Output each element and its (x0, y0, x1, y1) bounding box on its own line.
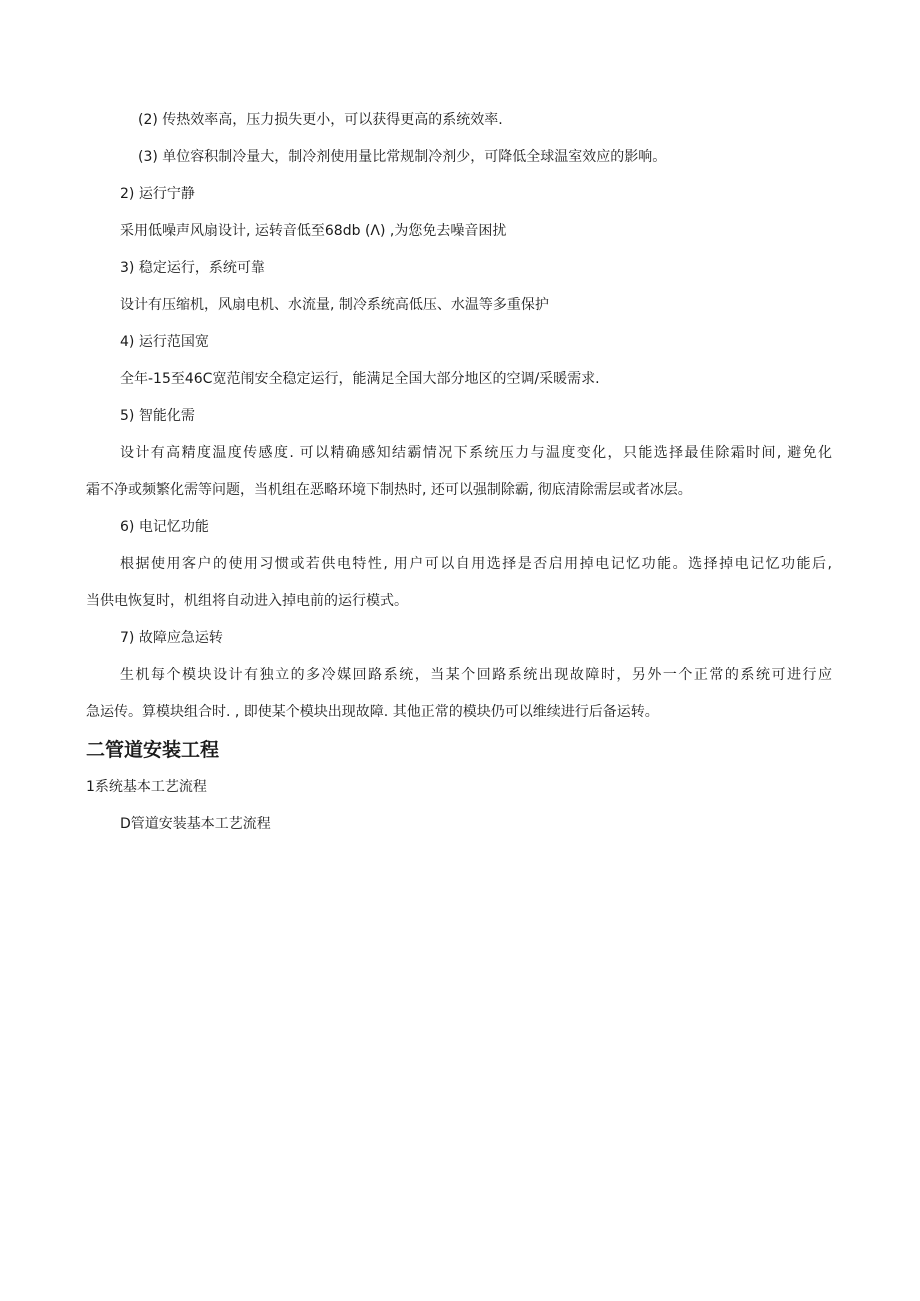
item-heading-memory: 6) 电记忆功能 (120, 519, 209, 535)
item-heading-smart-defrost: 5) 智能化需 (120, 408, 195, 424)
item-heading-emergency: 7) 故障应急运转 (120, 630, 223, 646)
paragraph-range: 全年-15至46C宽范闱安全稳定运行，能满足全国大部分地区的空调/采暖需求. (120, 371, 600, 387)
sub-sub-heading: D管道安装基本工艺流程 (120, 816, 271, 832)
paragraph-smart-defrost-line1: 设计有高精度温度传感度. 可以精确感知结霸情况下系统压力与温度变化，只能选择最佳除霜时间, 避免化 (120, 445, 832, 461)
paragraph-stable: 设计有压缩机，风扇电机、水流量, 制冷系统高低压、水温等多重保护 (120, 297, 549, 313)
paragraph-smart-defrost-line2: 霜不净或频繁化需等问题，当机组在恶略环境下制热时, 还可以强制除霸, 彻底清除需层或者冰层。 (86, 482, 692, 498)
item-heading-quiet: 2) 运行宁静 (120, 186, 195, 202)
paragraph-memory-line2: 当供电恢复时，机组将自动进入掉电前的运行模式。 (86, 593, 408, 609)
paragraph-emergency-line2: 急运传。算模块组合时. , 即使某个模块出现故障. 其他正常的模块仍可以维续进行后备运转。 (86, 704, 659, 720)
paragraph-refrigerant-capacity: (3) 单位容积制冷量大，制冷剂使用量比常规制冷剂少，可降低全球温室效应的影响。 (138, 149, 667, 165)
sub-heading: 1系统基本工艺流程 (86, 779, 207, 795)
item-heading-stable: 3) 稳定运行，系统可靠 (120, 260, 265, 276)
section-heading: 二管道安装工程 (86, 739, 220, 761)
paragraph-heat-transfer: (2) 传热效率高，压力损失更小，可以获得更高的系统效率. (138, 112, 503, 128)
paragraph-memory-line1: 根据使用客户的使用习惯或若供电特性, 用户可以自用选择是否启用掉电记忆功能。选择掉电记忆功能后, (120, 556, 832, 572)
item-heading-range: 4) 运行范国宽 (120, 334, 209, 350)
paragraph-emergency-line1: 生机每个模块设计有独立的多冷媒回路系统，当某个回路系统出现故障时，另外一个正常的系统可进行应 (120, 667, 832, 683)
paragraph-quiet: 采用低噪声风扇设计, 运转音低至68db (Λ) ,为您免去噪音困扰 (120, 223, 507, 239)
